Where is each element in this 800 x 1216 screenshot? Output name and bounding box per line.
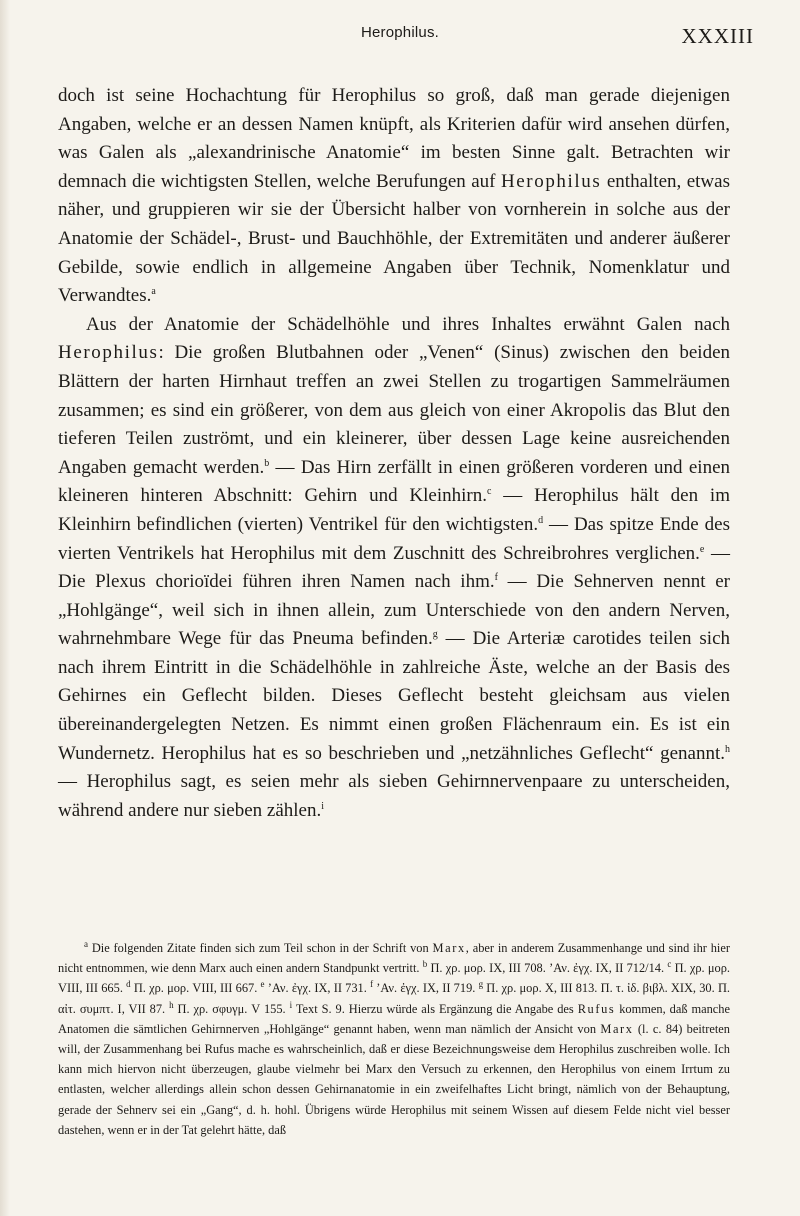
footnote-mark: c [667, 959, 672, 970]
spaced-name: Herophilus [500, 170, 602, 192]
spaced-name: Rufus [577, 1001, 616, 1016]
footnote-ref: g [432, 629, 438, 641]
footnote-ref: a [151, 286, 156, 298]
footnote-mark: g [478, 979, 484, 990]
main-text [58, 82, 730, 825]
footnote-ref: e [699, 543, 705, 555]
footnote-mark: i [289, 999, 293, 1010]
paragraph-1: doch ist seine Hochachtung für Herophilus so groß, daß man gerade diejenigen Angaben, welche er an dessen Namen knüpft, als Kriterien dafür wird ansehen dürfen, was Galen als „alexandrinische Anatomie“ im besten Sinne galt. Betrachten wir demnach die wichtigsten Stellen, welche Berufungen auf Herophilus enthalten, etwas näher, und gruppieren wir sie der Übersicht halber von vornherein in solche aus der Anatomie der Schädel-, Brust- und Bauchhöhle, der Extremitäten und anderer äußerer Gebilde, sowie endlich in allgemeine Angaben über Technik, Nomenklatur und Verwandtes.$^a$ [58, 85, 730, 307]
footnote-ref: f [494, 572, 498, 584]
footnotes [58, 938, 730, 1140]
footnote-mark: a [84, 939, 88, 949]
footnote-ref: h [725, 743, 730, 755]
footnote-ref: d [538, 514, 544, 526]
spaced-name: Marx [432, 941, 466, 955]
footnote-mark: h [169, 999, 174, 1010]
footnote-block: $^a$ Die folgenden Zitate finden sich zum Teil schon in der Schrift von Marx, aber in anderem Zusammenhange und sind ihr hier nicht entnommen, wie denn Marx auch einen andern Standpunkt vertritt. $^b$ Π. χρ. μορ. IX, III 708. ’Αν. ἐγχ. IX, II 712/14. $^c$ Π. χρ. μορ. VIII, III 665. $^d$ Π. χρ. μορ. VIII, III 667. $^e$ ’Αν. ἐγχ. IX, II 731. $^f$ ’Αν. ἐγχ. IX, II 719. $^g$ Π. χρ. μορ. X, III 813. Π. τ. ἰδ. βιβλ. XIX, 30. Π. αἰτ. συμπτ. I, VII 87. $^h$ Π. χρ. σφυγμ. V 155. $^i$ Text S. 9. Hierzu würde als Ergänzung die Angabe des Rufus kommen, daß manche Anatomen die sämtlichen Gehirnnerven „Hohlgänge“ genannt haben, wenn man nämlich der Ansicht von Marx (l. c. 84) beitreten will, der Zusammenhang bei Rufus mache es wahrscheinlich, daß er diese Bezeichnungsweise dem Herophilus zuschreiben wolle. Ich kann mich hiervon nicht überzeugen, glaube vielmehr bei Marx den Versuch zu erkennen, den Herophilus von einem Irrtum zu entlasten, welcher allerdings allein schon dessen Gehirnanatomie in ein zweifelhaftes Licht bringt, nämlich von der Behauptung, gerade der Sehnerv sei ein „Gang“, d. h. hohl. Übrigens würde Herophilus mit seinem Wissen auf diesem Felde nicht viel besser dastehen, wenn er in der Tat gelehrt hätte, daß [58, 939, 730, 1137]
footnote-ref: c [487, 486, 492, 498]
spaced-name: Herophilus [58, 342, 159, 364]
footnote-mark: f [370, 979, 374, 990]
footnote-mark: d [126, 979, 131, 990]
running-title: Herophilus. [360, 24, 440, 41]
footnote-mark: e [260, 979, 265, 990]
paragraph-2: Aus der Anatomie der Schädelhöhle und ihres Inhaltes erwähnt Galen nach Herophilus: Die großen Blutbahnen oder „Venen“ (Sinus) zwischen den beiden Blättern der harten Hirnhaut treffen an zwei Stellen zu trogartigen Sammelräumen zusammen; es sind ein größerer, von dem aus gleich von einer Akropolis das Blut den tieferen Teilen zuströmt, und ein kleinerer, über dessen Lage keine ausreichenden Angaben gemacht werden.$^b$ — Das Hirn zerfällt in einen größeren vorderen und einen kleineren hinteren Abschnitt: Gehirn und Kleinhirn.$^c$ — Herophilus hält den im Kleinhirn befindlichen (vierten) Ventrikel für den wichtigsten.$^d$ — Das spitze Ende des vierten Ventrikels hat Herophilus mit dem Zuschnitt des Schreibrohres verglichen.$^e$ — Die Plexus chorioïdei führen ihren Namen nach ihm.$^f$ — Die Sehnerven nennt er „Hohlgänge“, weil sich in ihnen allein, zum Unterschiede von den andern Nerven, wahrnehmbare Wege für das Pneuma befinden.$^g$ — Die Arteriæ carotides teilen sich nach ihrem Eintritt in die Schädelhöhle in zahlreiche Äste, welche an der Basis des Gehirnes ein Geflecht bilden. Dieses Geflecht besteht gleichsam aus vielen übereinandergelegten Netzen. Es nimmt einen großen Flächenraum ein. Es ist ein Wundernetz. Herophilus hat es so beschrieben und „netzähnliches Geflecht“ genannt.$^h$ — Herophilus sagt, es seien mehr als sieben Gehirnnervenpaare zu unterscheiden, während andere nur sieben zählen.$^i$ [58, 313, 731, 821]
page-number: XXXIII [681, 24, 754, 48]
footnote-ref: i [321, 800, 325, 812]
spaced-name: Marx [600, 1021, 634, 1036]
footnote-mark: b [422, 959, 428, 970]
footnote-ref: b [264, 457, 270, 469]
page-header [0, 18, 800, 78]
scan-edge-shadow [0, 0, 10, 1216]
